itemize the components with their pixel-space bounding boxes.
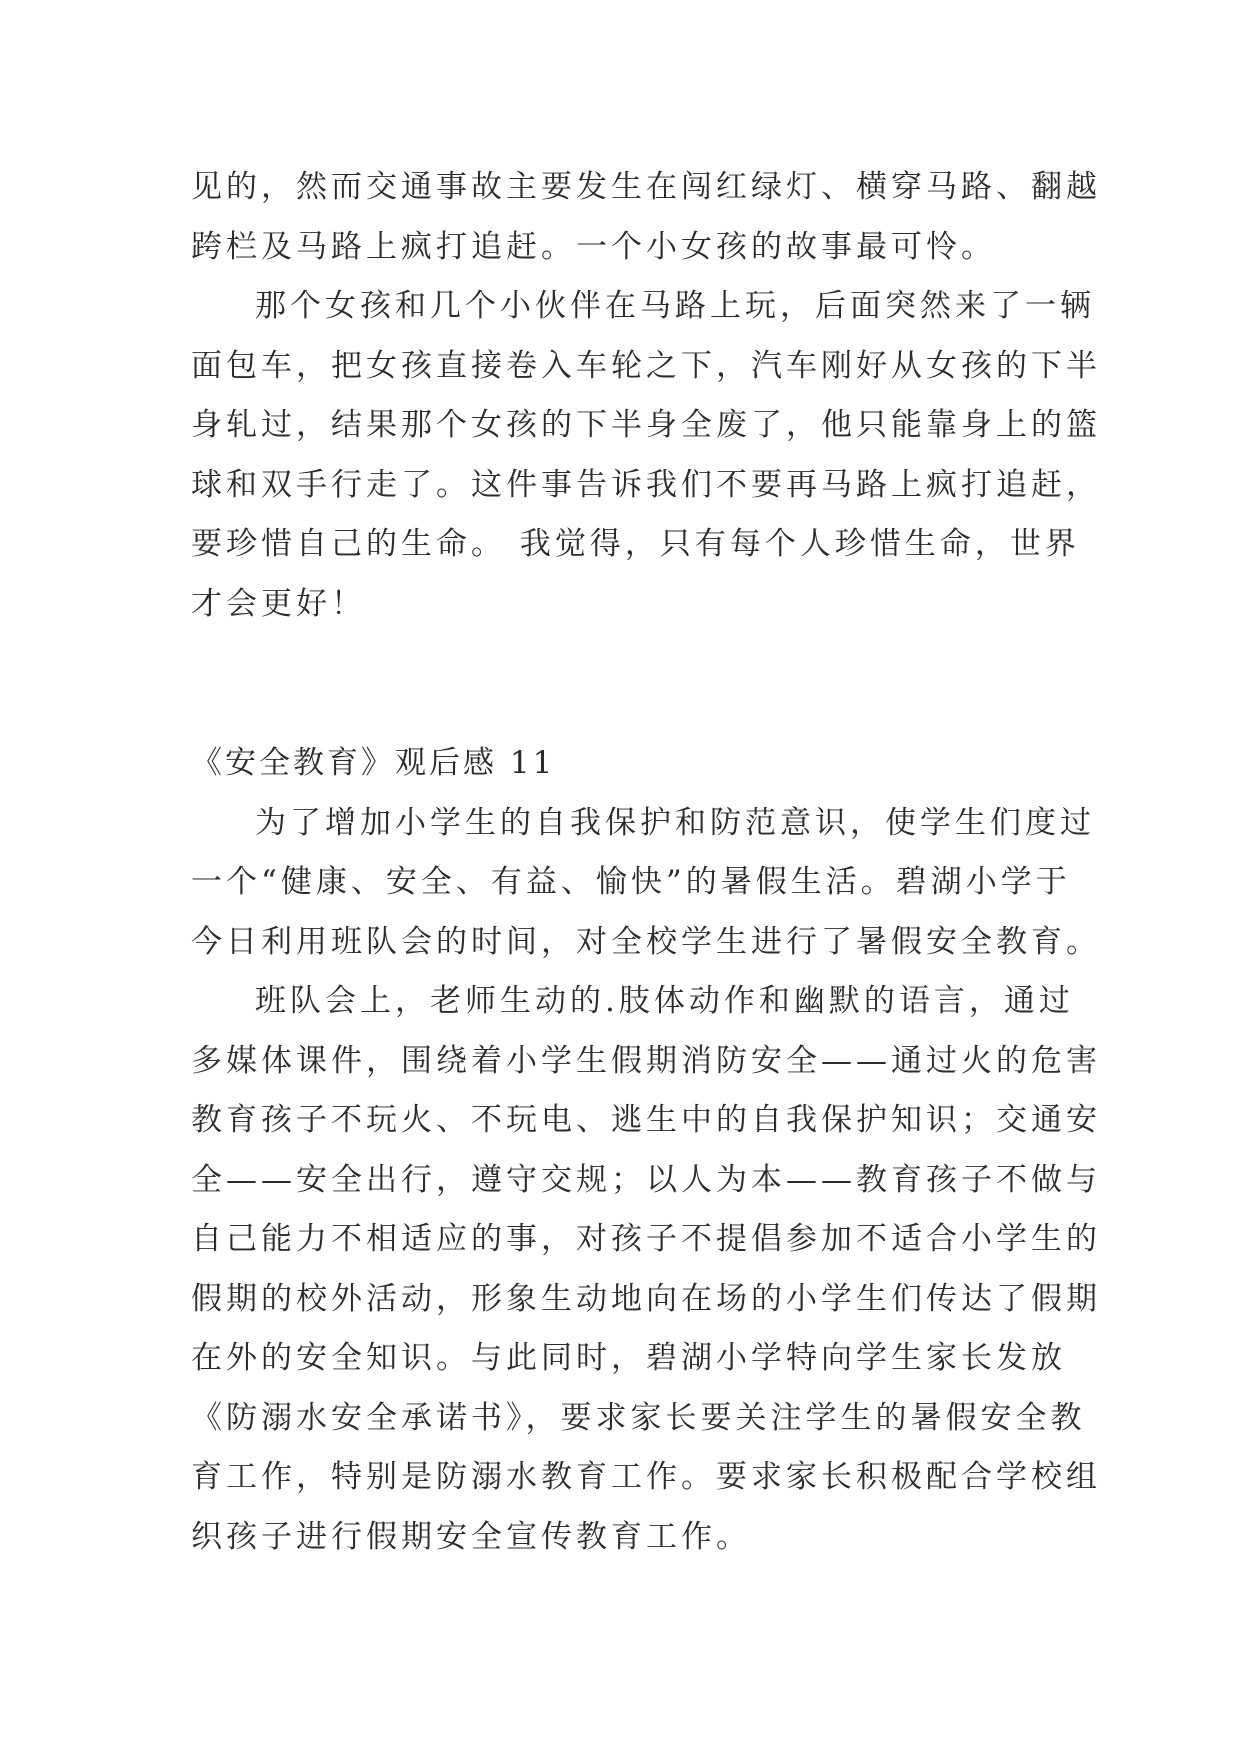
paragraph-line: 才会更好！ [191, 585, 366, 622]
section-gap [191, 634, 1061, 734]
paragraph-line: 面包车，把女孩直接卷入车轮之下，汽车刚好从女孩的下半 [191, 347, 1101, 384]
paragraph-line: 见的，然而交通事故主要发生在闯红绿灯、横穿马路、翻越 [191, 169, 1101, 205]
paragraph-line: 教育孩子不玩火、不玩电、逃生中的自我保护知识；交通安 [191, 1102, 1101, 1138]
paragraph-line: 织孩子进行假期安全宣传教育工作。 [191, 1518, 751, 1555]
paragraph-line: 在外的安全知识。与此同时，碧湖小学特向学生家长发放 [191, 1340, 1066, 1376]
paragraph-line: 身轧过，结果那个女孩的下半身全废了，他只能靠身上的篮 [191, 407, 1101, 443]
paragraph-line: 那个女孩和几个小伙伴在马路上玩，后面突然来了一辆 [255, 288, 1095, 324]
paragraph-line: 假期的校外活动，形象生动地向在场的小学生们传达了假期 [191, 1280, 1101, 1317]
document-body [191, 158, 1101, 1567]
paragraph-line: 《防溺水安全承诺书》，要求家长要关注学生的暑假安全教 [191, 1399, 1086, 1436]
paragraph-line: 一个“健康、安全、有益、愉快”的暑假生活。碧湖小学于 [191, 864, 1071, 900]
paragraph-line: 要珍惜自己的生命。 我觉得，只有每个人珍惜生命，世界 [191, 526, 1080, 562]
paragraph-line: 多媒体课件，围绕着小学生假期消防安全——通过火的危害 [191, 1042, 1101, 1079]
paragraph-line: 球和双手行走了。这件事告诉我们不要再马路上疯打追赶， [191, 466, 1101, 503]
paragraph-line: 班队会上，老师生动的.肢体动作和幽默的语言，通过 [255, 983, 1074, 1019]
paragraph-line: 育工作，特别是防溺水教育工作。要求家长积极配合学校组 [191, 1459, 1101, 1495]
paragraph-line: 今日利用班队会的时间，对全校学生进行了暑假安全教育。 [191, 923, 1101, 960]
paragraph-line: 为了增加小学生的自我保护和防范意识，使学生们度过 [255, 804, 1095, 841]
section-heading: 《安全教育》观后感 11 [191, 745, 556, 781]
paragraph-line: 自己能力不相适应的事，对孩子不提倡参加不适合小学生的 [191, 1221, 1101, 1257]
paragraph-line: 跨栏及马路上疯打追赶。一个小女孩的故事最可怜。 [191, 228, 996, 265]
paragraph-line: 全——安全出行，遵守交规；以人为本——教育孩子不做与 [191, 1161, 1101, 1198]
